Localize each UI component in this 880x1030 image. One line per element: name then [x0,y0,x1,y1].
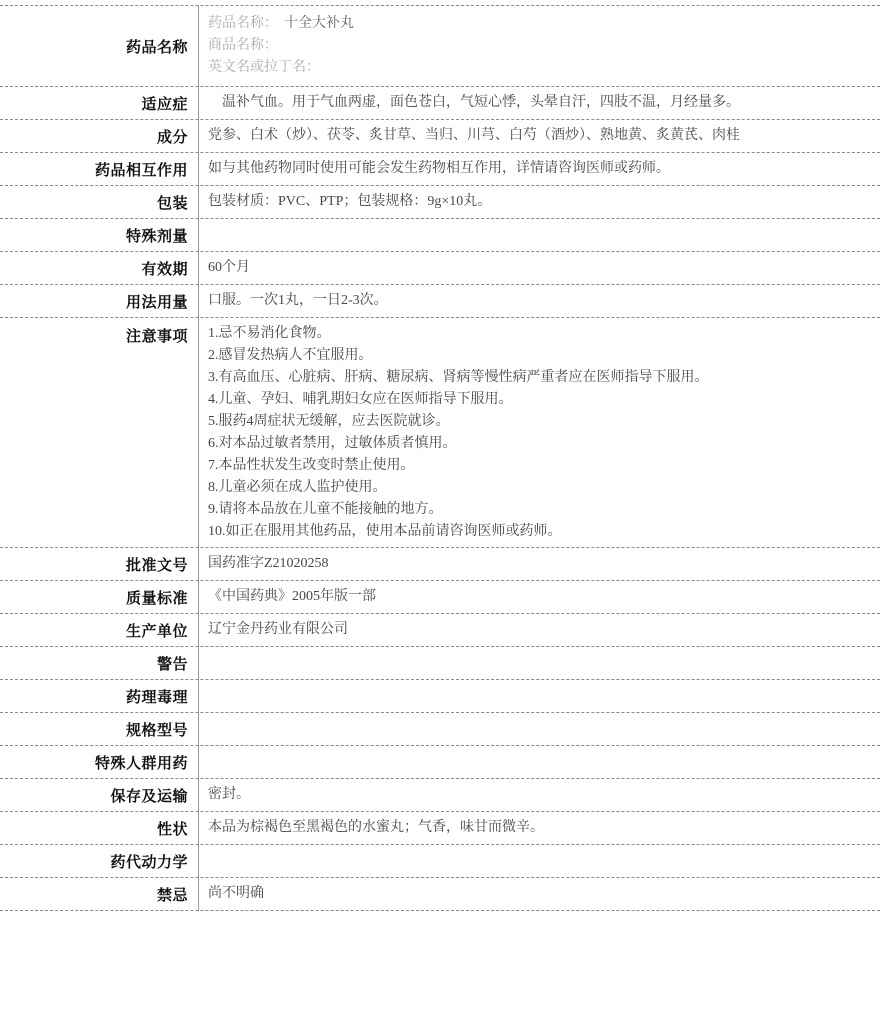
row-special-population [0,746,880,779]
row-label: 成分 [156,129,188,146]
field-label: 英文名或拉丁名： [208,60,320,75]
field-label: 药品名称： [208,16,278,31]
row-value [198,680,880,712]
row-pharmacokinetics [0,845,880,878]
row-label: 注意事项 [125,329,188,345]
row-drug-interactions [0,153,880,186]
row-value: 国药准字Z21020258 [208,556,329,571]
drug-name-value: 十全大补丸 [284,16,354,31]
row-label: 性状 [156,821,188,838]
row-value [198,713,880,745]
row-quality-standard [0,581,880,614]
row-drug-name [0,6,880,87]
latin-name-line [208,57,870,79]
row-label: 药品相互作用 [94,162,188,179]
precaution-line: 2.感冒发热病人不宜服用。 [208,348,373,363]
row-value [198,647,880,679]
row-value: 尚不明确 [208,886,264,901]
row-label: 特殊剂量 [125,228,188,245]
row-label: 批准文号 [125,557,188,574]
row-value [198,746,880,778]
row-value: 辽宁金丹药业有限公司 [208,622,348,637]
row-special-dosage [0,219,880,252]
row-packaging [0,186,880,219]
row-warning [0,647,880,680]
row-precautions [0,318,880,548]
row-shelf-life [0,252,880,285]
row-properties [0,812,880,845]
row-value: 温补气血。用于气血两虚，面色苍白，气短心悸，头晕自汗，四肢不温，月经量多。 [222,95,740,110]
precaution-line: 9.请将本品放在儿童不能接触的地方。 [208,502,443,517]
row-label: 保存及运输 [110,788,188,805]
row-label: 包装 [156,195,188,212]
precaution-line: 10.如正在服用其他药品，使用本品前请咨询医师或药师。 [208,524,562,539]
row-approval-number [0,548,880,581]
precaution-line: 6.对本品过敏者禁用，过敏体质者慎用。 [208,436,457,451]
row-value [198,219,880,251]
row-value: 党参、白术（炒）、茯苓、炙甘草、当归、川芎、白芍（酒炒）、熟地黄、炙黄芪、肉桂 [208,128,740,143]
precaution-line: 3.有高血压、心脏病、肝病、糖尿病、肾病等慢性病严重者应在医师指导下服用。 [208,370,709,385]
row-value: 包装材质：PVC、PTP；包装规格：9g×10丸。 [208,194,492,209]
trade-name-line [208,35,870,57]
row-pharmacology-toxicology [0,680,880,713]
drug-name-fields [198,6,880,86]
row-label: 用法用量 [125,294,188,311]
row-label: 适应症 [141,96,188,113]
drug-name-line [208,13,870,35]
row-label: 药理毒理 [125,689,188,706]
row-value: 密封。 [208,787,250,802]
precaution-line: 8.儿童必须在成人监护使用。 [208,480,387,495]
row-contraindications [0,878,880,911]
row-label: 药代动力学 [110,854,188,871]
row-label: 警告 [156,656,188,673]
row-storage-transport [0,779,880,812]
row-value: 《中国药典》2005年版一部 [208,589,376,604]
row-label: 禁忌 [156,887,188,904]
row-label: 质量标准 [125,590,188,607]
row-spec-model [0,713,880,746]
precaution-line: 5.服药4周症状无缓解，应去医院就诊。 [208,414,450,429]
row-value: 60个月 [208,260,250,275]
precaution-lines [198,318,880,547]
field-label: 商品名称： [208,38,278,53]
row-label: 有效期 [141,261,188,278]
precaution-line: 7.本品性状发生改变时禁止使用。 [208,458,415,473]
row-usage-dosage [0,285,880,318]
row-ingredients [0,120,880,153]
precaution-line: 1.忌不易消化食物。 [208,326,331,341]
row-value: 本品为棕褐色至黑褐色的水蜜丸；气香，味甘而微辛。 [208,820,544,835]
column-divider [198,6,199,911]
row-label: 特殊人群用药 [94,755,188,772]
row-value: 如与其他药物同时使用可能会发生药物相互作用，详情请咨询医师或药师。 [208,161,670,176]
row-label: 规格型号 [125,722,188,739]
row-label: 生产单位 [125,623,188,640]
row-value [198,845,880,877]
row-indications [0,87,880,120]
row-value: 口服。一次1丸，一日2-3次。 [208,293,388,308]
row-label: 药品名称 [125,39,188,56]
drug-spec-table [0,5,880,911]
row-manufacturer [0,614,880,647]
precaution-line: 4.儿童、孕妇、哺乳期妇女应在医师指导下服用。 [208,392,513,407]
